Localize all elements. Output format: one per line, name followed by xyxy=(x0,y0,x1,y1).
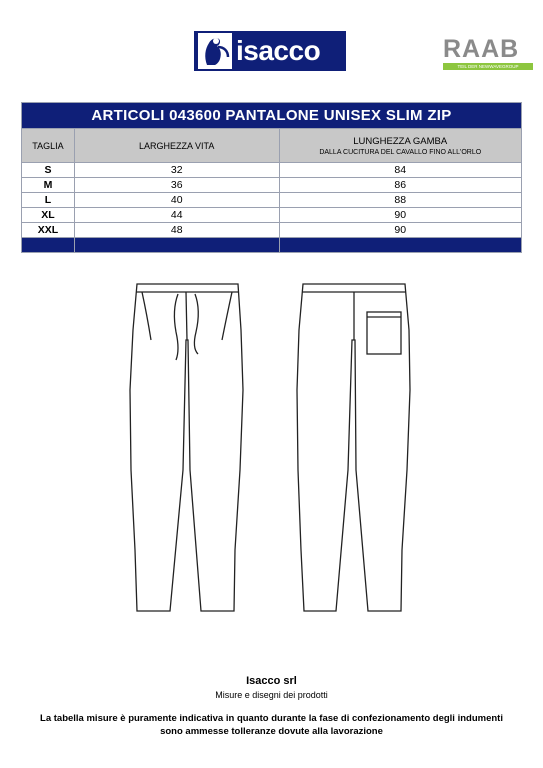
table-row xyxy=(22,193,522,208)
table-row xyxy=(22,223,522,238)
size-cell: M xyxy=(22,178,75,193)
raab-wordmark: RAAB xyxy=(443,35,520,63)
size-cell: S xyxy=(22,163,75,178)
disclaimer xyxy=(0,712,543,738)
isacco-wordmark: isacco xyxy=(236,35,321,66)
document-subtitle: Misure e disegni dei prodotti xyxy=(215,690,328,700)
trousers-back-view xyxy=(297,284,410,611)
leg-cell: 88 xyxy=(279,193,522,208)
waist-cell: 48 xyxy=(74,223,279,238)
header-waist: LARGHEZZA VITA xyxy=(74,129,279,163)
header-leg-sublabel: DALLA CUCITURA DEL CAVALLO FINO ALL'ORLO xyxy=(319,148,482,156)
waist-cell: 32 xyxy=(74,163,279,178)
trousers-front-view xyxy=(130,284,243,611)
disclaimer-line-2: sono ammesse tolleranze dovute alla lavorazione xyxy=(160,726,383,737)
size-cell: L xyxy=(22,193,75,208)
header-leg xyxy=(279,129,522,163)
size-cell: XXL xyxy=(22,223,75,238)
size-cell: XL xyxy=(22,208,75,223)
table-title: ARTICOLI 043600 PANTALONE UNISEX SLIM ZIP xyxy=(22,103,522,129)
leg-cell: 86 xyxy=(279,178,522,193)
raab-tagline: TEIL DER NEWWAVEGROUP xyxy=(443,63,533,70)
trousers-technical-drawing xyxy=(0,270,543,620)
leg-cell: 90 xyxy=(279,223,522,238)
header-size: TAGLIA xyxy=(22,129,75,163)
header-leg-label: LUNGHEZZA GAMBA xyxy=(353,135,448,147)
disclaimer-line-1: La tabella misure è puramente indicativa in quanto durante la fase di confezionamento degli indumenti xyxy=(40,713,503,724)
table-row xyxy=(22,178,522,193)
leg-cell: 84 xyxy=(279,163,522,178)
waist-cell: 36 xyxy=(74,178,279,193)
waist-cell: 44 xyxy=(74,208,279,223)
company-name: Isacco srl xyxy=(246,675,297,687)
table-footer-band xyxy=(22,238,522,253)
table-row xyxy=(22,163,522,178)
isacco-figure-icon xyxy=(198,33,232,69)
waist-cell: 40 xyxy=(74,193,279,208)
raab-logo xyxy=(443,36,533,72)
isacco-logo xyxy=(194,31,346,71)
size-chart-table xyxy=(21,102,522,253)
table-row xyxy=(22,208,522,223)
leg-cell: 90 xyxy=(279,208,522,223)
